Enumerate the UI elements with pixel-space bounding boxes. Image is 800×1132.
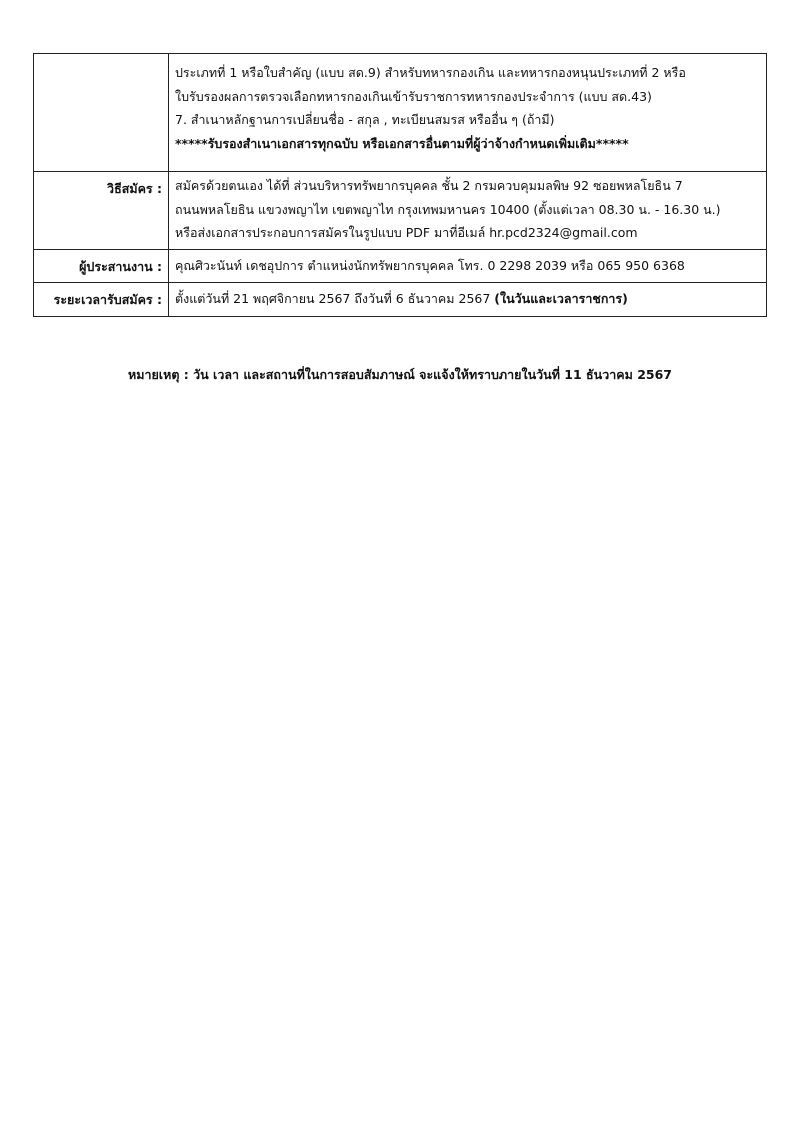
documents-line-1: ประเภทที่ 1 หรือใบสำคัญ (แบบ สด.9) สำหรับทหารกองเกิน และทหารกองหนุนประเภทที่ 2 หรือ — [175, 65, 686, 80]
coordinator-label: ผู้ประสานงาน : — [34, 249, 169, 283]
documents-certify-note: *****รับรองสำเนาเอกสารทุกฉบับ หรือเอกสารอื่นตามที่ผู้ว่าจ้างกำหนดเพิ่มเติม***** — [175, 135, 629, 151]
method-line-1: สมัครด้วยตนเอง ได้ที่ ส่วนบริหารทรัพยากรบุคคล ชั้น 2 กรมควบคุมมลพิษ 92 ซอยพหลโยธิน 7 — [175, 178, 683, 193]
recruitment-info-table — [33, 53, 767, 317]
application-period-official-hours: (ในวันและเวลาราชการ) — [494, 291, 628, 306]
documents-line-3: 7. สำเนาหลักฐานการเปลี่ยนชื่อ - สกุล , ทะเบียนสมรส หรืออื่น ๆ (ถ้ามี) — [175, 112, 555, 127]
method-line-2: ถนนพหลโยธิน แขวงพญาไท เขตพญาไท กรุงเทพมหานคร 10400 (ตั้งแต่เวลา 08.30 น. - 16.30 น.) — [175, 201, 721, 217]
application-period-label: ระยะเวลารับสมัคร : — [34, 283, 169, 317]
interview-note: หมายเหตุ : วัน เวลา และสถานที่ในการสอบสัมภาษณ์ จะแจ้งให้ทราบภายในวันที่ 11 ธันวาคม 2567 — [127, 367, 673, 382]
coordinator-content — [169, 249, 767, 283]
row-application-method — [34, 172, 767, 250]
coordinator-text: คุณศิวะนันท์ เดชอุปการ ตำแหน่งนักทรัพยากรบุคคล โทร. 0 2298 2039 หรือ 065 950 6368 — [175, 257, 685, 273]
required-documents-label — [34, 54, 169, 172]
row-coordinator — [34, 249, 767, 283]
application-period-line — [175, 287, 760, 311]
application-method-content — [169, 172, 767, 250]
required-documents-content — [169, 54, 767, 172]
row-application-period — [34, 283, 767, 317]
application-period-content — [169, 283, 767, 317]
documents-line-2: ใบรับรองผลการตรวจเลือกทหารกองเกินเข้ารับราชการทหารกองประจำการ (แบบ สด.43) — [175, 88, 652, 104]
application-period-text: ตั้งแต่วันที่ 21 พฤศจิกายน 2567 ถึงวันที่ 6 ธันวาคม 2567 — [175, 291, 495, 306]
method-line-3: หรือส่งเอกสารประกอบการสมัครในรูปแบบ PDF มาที่อีเมล์ hr.pcd2324@gmail.com — [175, 225, 638, 240]
row-required-documents — [34, 54, 767, 172]
application-method-label: วิธีสมัคร : — [34, 172, 169, 250]
